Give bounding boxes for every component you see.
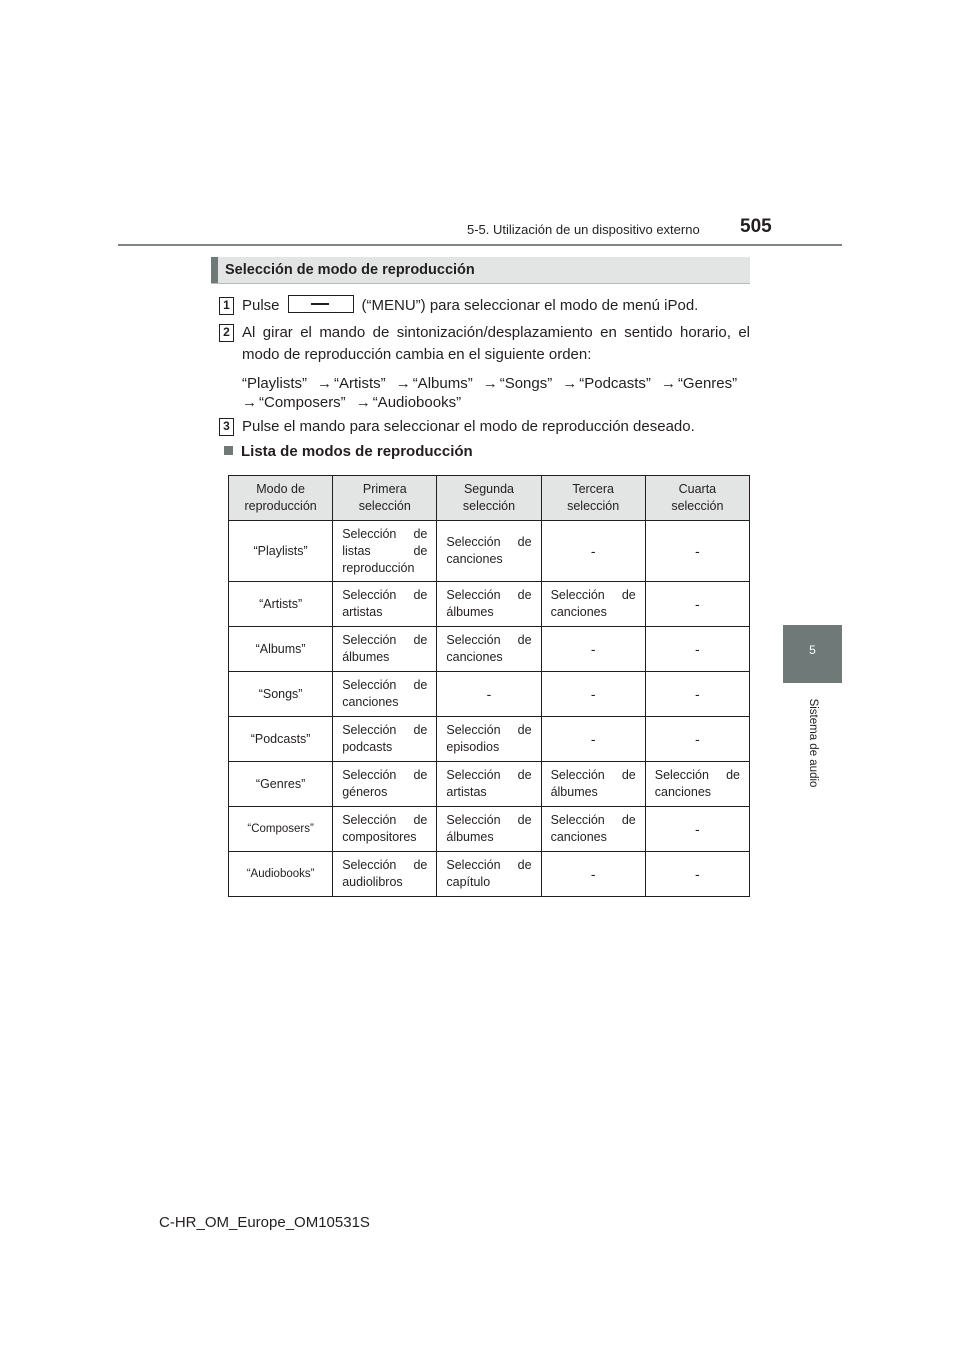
table-cell: Selección de álbumes [437,807,541,852]
table-cell: Selección de compositores [333,807,437,852]
order-item: “Audiobooks” [372,394,462,411]
table-cell [229,807,333,852]
step-1-post: (“MENU”) para seleccionar el modo de menú iPod. [361,297,699,314]
bullet-square-icon [224,446,233,455]
order-item: “Songs” [499,375,553,392]
table-cell: - [541,717,645,762]
table-cell-text: “Composers” [247,823,314,835]
table-cell-text: “Audiobooks” [246,868,315,880]
step-number-1: 1 [219,297,234,315]
table-subheading-text: Lista de modos de reproducción [241,443,473,460]
chapter-tab [783,625,842,683]
step-2-line-2: modo de reproducción cambia en el siguiente orden: [242,346,592,363]
section-heading: Selección de modo de reproducción [225,262,475,278]
table-cell: Selección de episodios [437,717,541,762]
table-row [229,672,750,717]
table-cell: - [645,672,749,717]
table-cell: - [645,717,749,762]
table-cell: Selección de canciones [437,521,541,582]
table-cell: Selección de canciones [333,672,437,717]
table-cell: Selección de audiolibros [333,852,437,897]
arrow-icon: → [242,394,257,411]
step-number-2: 2 [219,324,234,342]
table-cell: “Playlists” [229,521,333,582]
step-1-pre: Pulse [242,297,280,314]
table-row [229,807,750,852]
table-cell: “Albums” [229,627,333,672]
step-number-3: 3 [219,418,234,436]
column-header: Tercera selección [541,476,645,521]
table-cell: “Podcasts” [229,717,333,762]
table-cell: Selección de géneros [333,762,437,807]
document-code-footer: C-HR_OM_Europe_OM10531S [159,1214,370,1231]
order-item: “Albums” [412,375,473,392]
order-item: “Podcasts” [579,375,651,392]
column-header: Cuarta selección [645,476,749,521]
step-3-text: Pulse el mando para seleccionar el modo de reproducción deseado. [242,418,695,435]
table-row [229,582,750,627]
table-cell: - [541,521,645,582]
table-cell: Selección de canciones [541,582,645,627]
table-cell: Selección de álbumes [333,627,437,672]
menu-button-icon [288,295,354,313]
chapter-tab-number: 5 [809,643,816,657]
table-subheading [224,443,473,460]
order-item: “Artists” [334,375,386,392]
table-cell: - [645,852,749,897]
table-cell: Selección de canciones [437,627,541,672]
arrow-icon: → [562,375,578,392]
arrow-icon: → [482,375,498,392]
table-cell: - [541,627,645,672]
playback-modes-table [228,475,750,897]
column-header: Primera selección [333,476,437,521]
table-cell: - [541,852,645,897]
arrow-icon: → [395,375,411,392]
table-cell: - [645,807,749,852]
header-divider [118,244,842,246]
table-cell: Selección de canciones [541,807,645,852]
arrow-icon: → [317,375,333,392]
order-item: “Composers” [259,394,346,411]
table-cell: Selección de artistas [437,762,541,807]
section-heading-bar [211,257,750,284]
chapter-tab-label: Sistema de audio [807,698,819,788]
step-1-text [242,295,750,317]
table-cell: “Genres” [229,762,333,807]
running-header: 5-5. Utilización de un dispositivo externo [467,222,700,237]
column-header: Segunda selección [437,476,541,521]
step-2-line-1: Al girar el mando de sintonización/desplazamiento en sentido horario, el [242,324,750,341]
order-item: “Genres” [677,375,738,392]
arrow-icon: → [355,394,371,411]
table-cell: - [645,627,749,672]
table-row [229,852,750,897]
table-row [229,521,750,582]
table-cell: Selección de capítulo [437,852,541,897]
table-cell: - [645,582,749,627]
table-cell: “Songs” [229,672,333,717]
table-cell: - [437,672,541,717]
table-cell: Selección de listas de reproducción [333,521,437,582]
table-row [229,762,750,807]
table-cell: Selección de podcasts [333,717,437,762]
arrow-icon: → [660,375,676,392]
table-cell: “Artists” [229,582,333,627]
table-cell: Selección de artistas [333,582,437,627]
table-header-row [229,476,750,521]
table-cell: - [645,521,749,582]
table-cell: Selección de álbumes [541,762,645,807]
table-cell [229,852,333,897]
table-cell: - [541,672,645,717]
table-row [229,717,750,762]
column-header: Modo de reproducción [229,476,333,521]
mode-order-line-2 [242,392,750,414]
table-cell: Selección de álbumes [437,582,541,627]
page-number: 505 [740,216,772,237]
order-item: “Playlists” [242,375,308,392]
section-heading-accent [211,257,218,283]
table-row [229,627,750,672]
table-cell: Selección de canciones [645,762,749,807]
